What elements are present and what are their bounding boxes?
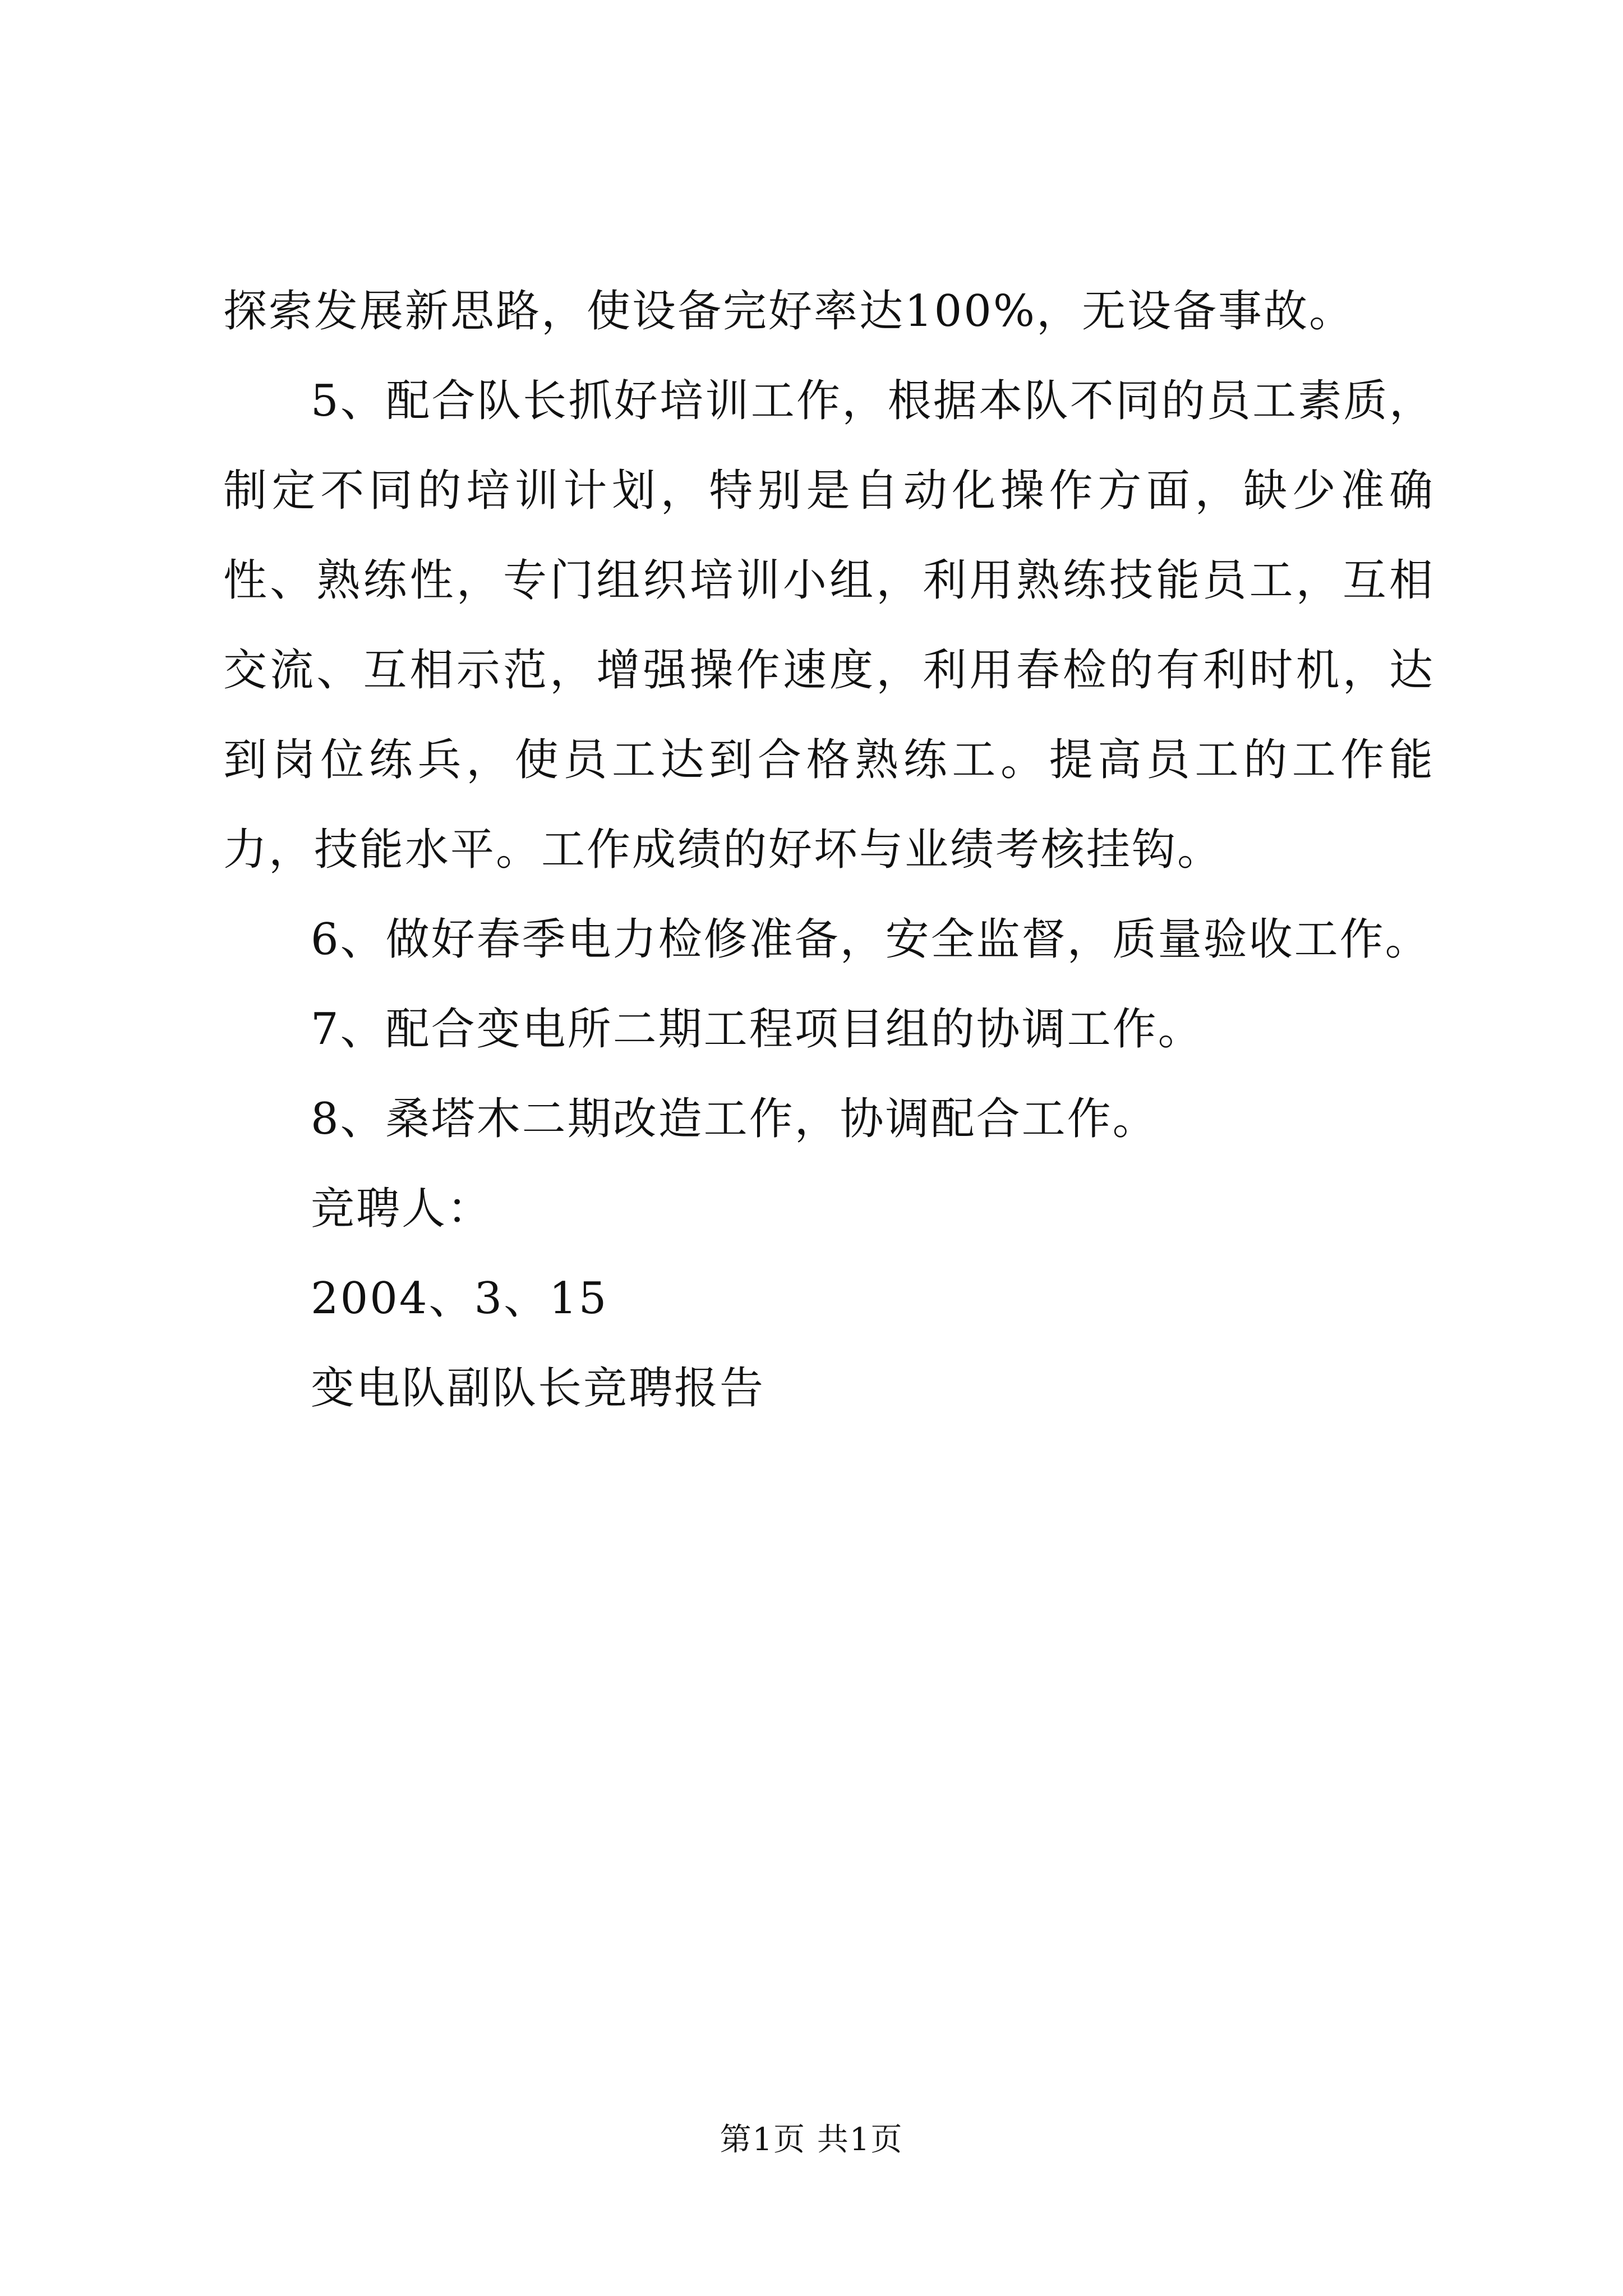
paragraph-item-8: 8、桑塔木二期改造工作，协调配合工作。 xyxy=(311,1094,1158,1144)
paragraph-item-5: 5、配合队长抓好培训工作，根据本队不同的员工素质，制定不同的培训计划，特别是自动化操作方面，缺少准确性、熟练性，专门组织培训小组，利用熟练技能员工，互相交流、互相示范，增强操作速度，利用春检的有利时机，达到岗位练兵，使员工达到合格熟练工。提高员工的工作能力，技能水平。工作成绩的好坏与业绩考核挂钩。 xyxy=(223,376,1435,875)
paragraph-item-7: 7、配合变电所二期工程项目组的协调工作。 xyxy=(311,1004,1204,1055)
document-body xyxy=(223,266,1435,1433)
paragraph-item-6: 6、做好春季电力检修准备，安全监督，质量验收工作。 xyxy=(311,914,1431,965)
candidate-signature-line: 竞聘人： xyxy=(311,1184,493,1234)
paragraph-continuation: 探索发展新思路，使设备完好率达100%，无设备事故。 xyxy=(223,286,1354,337)
document-date: 2004、3、15 xyxy=(311,1273,608,1324)
document-title-line: 变电队副队长竞聘报告 xyxy=(311,1363,766,1414)
page-number-footer: 第1页 共1页 xyxy=(720,2122,903,2158)
